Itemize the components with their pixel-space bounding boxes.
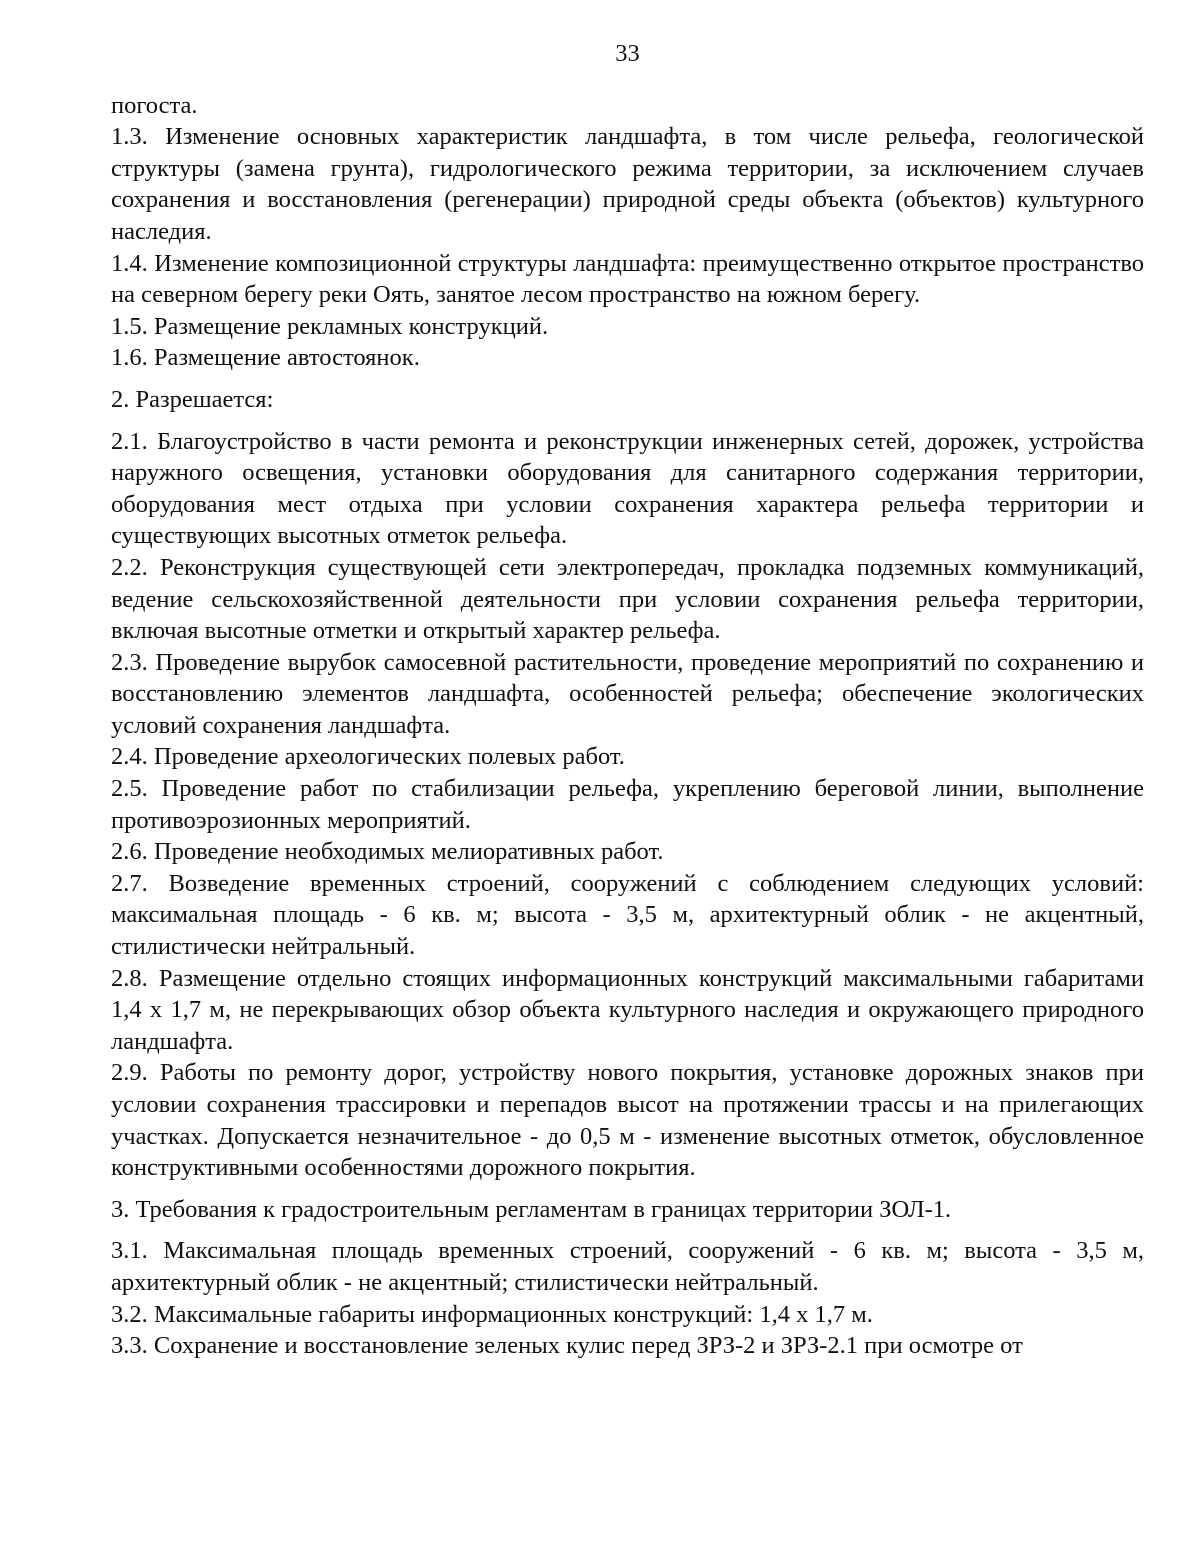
section-heading: 2. Разрешается: (111, 385, 274, 413)
page-number: 33 (615, 40, 640, 67)
paragraph: 2.5. Проведение работ по стабилизации рельефа, укреплению береговой линии, выполнение противоэрозионных мероприятий. (111, 775, 1144, 834)
section-heading: 3. Требования к градостроительным регламентам в границах территории ЗОЛ-1. (111, 1195, 952, 1223)
paragraph: 1.6. Размещение автостоянок. (111, 344, 420, 372)
paragraph: 3.1. Максимальная площадь временных строений, сооружений - 6 кв. м; высота - 3,5 м, архитектурный облик - не акцентный; стилистически нейтральный. (111, 1237, 1144, 1296)
paragraph: 2.4. Проведение археологических полевых работ. (111, 743, 625, 771)
paragraph: 2.2. Реконструкция существующей сети электропередач, прокладка подземных коммуникаций, ведение сельскохозяйственной деятельности при условии сохранения рельефа территории, включая высотные отметки и открытый характер рельефа. (111, 553, 1144, 645)
paragraph: погоста. (111, 91, 198, 119)
document-page (111, 38, 1144, 1362)
paragraph: 2.3. Проведение вырубок самосевной растительности, проведение мероприятий по сохранению и восстановлению элементов ландшафта, особенностей рельефа; обеспечение экологических условий сохранения ландшафта. (111, 648, 1144, 739)
paragraph: 2.1. Благоустройство в части ремонта и реконструкции инженерных сетей, дорожек, устройства наружного освещения, установки оборудования для санитарного содержания территории, оборудования мест отдыха при условии сохранения характера рельефа территории и существующих высотных отметок рельефа. (111, 427, 1144, 550)
paragraph: 2.6. Проведение необходимых мелиоративных работ. (111, 838, 664, 866)
paragraph: 1.4. Изменение композиционной структуры ландшафта: преимущественно открытое пространство на северном берегу реки Оять, занятое лесом пространство на южном берегу. (111, 249, 1144, 309)
paragraph: 1.3. Изменение основных характеристик ландшафта, в том числе рельефа, геологической структуры (замена грунта), гидрологического режима территории, за исключением случаев сохранения и восстановления (регенерации) природной среды объекта (объектов) культурного наследия. (111, 123, 1144, 245)
paragraph: 3.3. Сохранение и восстановление зеленых кулис перед ЗРЗ-2 и ЗРЗ-2.1 при осмотре от (111, 1332, 1023, 1360)
paragraph: 2.8. Размещение отдельно стоящих информационных конструкций максимальными габаритами 1,4 х 1,7 м, не перекрывающих обзор объекта культурного наследия и окружающего природного ландшафта. (111, 964, 1144, 1055)
paragraph: 3.2. Максимальные габариты информационных конструкций: 1,4 х 1,7 м. (111, 1300, 873, 1328)
paragraph: 2.7. Возведение временных строений, сооружений с соблюдением следующих условий: максимальная площадь - 6 кв. м; высота - 3,5 м, архитектурный облик - не акцентный, стилистически нейтральный. (111, 869, 1144, 961)
paragraph: 2.9. Работы по ремонту дорог, устройству нового покрытия, установке дорожных знаков при условии сохранения трассировки и перепадов высот на протяжении трассы и на прилегающих участках. Допускается незначительное - до 0,5 м - изменение высотных отметок, обусловленное конструктивными особенностями дорожного покрытия. (111, 1059, 1144, 1182)
paragraph: 1.5. Размещение рекламных конструкций. (111, 312, 549, 340)
